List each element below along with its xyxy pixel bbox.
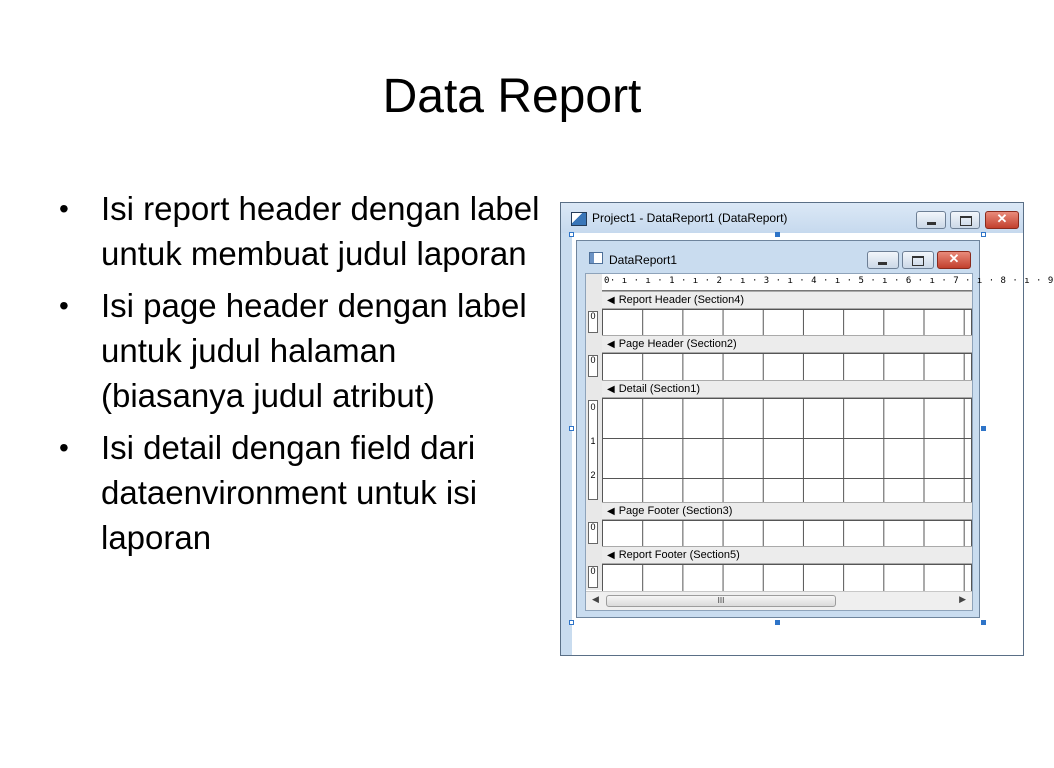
section-label: Page Header (Section2) xyxy=(618,338,737,350)
section-grid-page-footer[interactable] xyxy=(602,520,972,546)
minimize-icon xyxy=(927,222,936,225)
close-icon: ✕ xyxy=(996,211,1008,226)
resize-handle[interactable] xyxy=(981,232,986,237)
section-vruler xyxy=(588,522,598,544)
scroll-right-icon[interactable]: ▶ xyxy=(959,594,966,604)
minimize-button[interactable] xyxy=(916,211,946,229)
resize-handle[interactable] xyxy=(981,620,986,625)
horizontal-scrollbar[interactable] xyxy=(586,591,972,610)
vruler-tick: 0 xyxy=(590,355,596,365)
section-band-detail[interactable] xyxy=(602,380,972,398)
vruler-tick: 2 xyxy=(590,470,596,480)
datareport-titlebar[interactable] xyxy=(577,241,979,271)
bullet-icon: • xyxy=(59,290,69,321)
inner-maximize-button[interactable] xyxy=(902,251,934,269)
scroll-left-icon[interactable]: ◀ xyxy=(592,594,599,604)
section-arrow-icon: ◀ xyxy=(607,339,615,350)
bullet-item xyxy=(55,283,545,418)
horizontal-ruler: 0· ı · ı · 1 · ı · 2 · ı · 3 · ı · 4 · ı · 5 · ı · 6 · ı · 7 · ı · 8 · ı · 9 xyxy=(602,274,972,291)
maximize-icon xyxy=(912,256,924,266)
maximize-icon xyxy=(960,216,972,226)
project-window-titlebar[interactable] xyxy=(561,203,1023,233)
section-vruler xyxy=(588,311,598,333)
resize-handle[interactable] xyxy=(569,426,574,431)
vruler-tick: 0 xyxy=(590,311,596,321)
section-band-report-footer[interactable] xyxy=(602,546,972,564)
bullet-item xyxy=(55,186,545,276)
scrollbar-thumb[interactable] xyxy=(606,595,836,607)
close-icon: ✕ xyxy=(948,251,960,266)
datareport-window xyxy=(576,240,1054,618)
resize-handle[interactable] xyxy=(569,620,574,625)
resize-handle[interactable] xyxy=(569,232,574,237)
resize-handle[interactable] xyxy=(775,620,780,625)
project-window-title: Project1 - DataReport1 (DataReport) xyxy=(592,211,788,225)
section-arrow-icon: ◀ xyxy=(607,550,615,561)
section-label: Detail (Section1) xyxy=(618,383,701,395)
section-arrow-icon: ◀ xyxy=(607,384,615,395)
maximize-button[interactable] xyxy=(950,211,980,229)
report-designer[interactable] xyxy=(585,273,1054,611)
bullet-text: Isi page header dengan label untuk judul halaman (biasanya judul atribut) xyxy=(101,287,527,414)
bullet-icon: • xyxy=(59,193,69,224)
section-grid-report-footer[interactable] xyxy=(602,564,972,592)
bullet-item xyxy=(55,425,545,560)
section-label: Report Header (Section4) xyxy=(618,294,745,306)
section-band-page-footer[interactable] xyxy=(602,502,972,520)
resize-handle[interactable] xyxy=(775,232,780,237)
section-band-report-header[interactable] xyxy=(602,291,972,309)
section-vruler xyxy=(588,400,598,500)
bullet-text: Isi detail dengan field dari dataenvironment untuk isi laporan xyxy=(101,429,478,556)
vruler-tick: 0 xyxy=(590,402,596,412)
section-grid-report-header[interactable] xyxy=(602,309,972,335)
scroll-grip-icon: III xyxy=(717,596,725,605)
bullet-icon: • xyxy=(59,432,69,463)
section-arrow-icon: ◀ xyxy=(607,295,615,306)
slide-title: Data Report xyxy=(382,70,642,123)
vruler-tick: 1 xyxy=(590,436,596,446)
vb-project-icon xyxy=(571,212,587,226)
inner-minimize-button[interactable] xyxy=(867,251,899,269)
close-button[interactable] xyxy=(985,211,1019,229)
vruler-tick: 0 xyxy=(590,566,596,576)
section-label: Page Footer (Section3) xyxy=(618,505,733,517)
section-vruler xyxy=(588,566,598,588)
minimize-icon xyxy=(878,262,887,265)
vruler-tick: 0 xyxy=(590,522,596,532)
section-grid-detail[interactable] xyxy=(602,398,972,502)
datareport-title: DataReport1 xyxy=(609,253,678,267)
section-label: Report Footer (Section5) xyxy=(618,549,740,561)
section-vruler xyxy=(588,355,598,377)
section-grid-page-header[interactable] xyxy=(602,353,972,380)
bullet-text: Isi report header dengan label untuk membuat judul laporan xyxy=(101,190,540,272)
resize-handle[interactable] xyxy=(981,426,986,431)
section-arrow-icon: ◀ xyxy=(607,506,615,517)
datareport-icon xyxy=(589,252,603,264)
section-band-page-header[interactable] xyxy=(602,335,972,353)
bullet-list xyxy=(55,186,545,567)
inner-close-button[interactable] xyxy=(937,251,971,269)
